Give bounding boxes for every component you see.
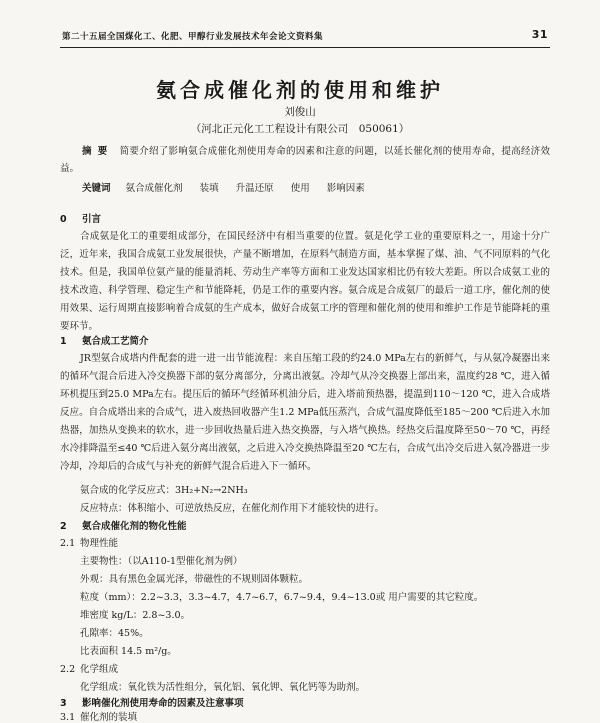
intro-paragraph: 合成氨是化工的重要组成部分，在国民经济中有相当重要的位置。氨是化学工业的重要原料之一，用途十分广泛，近年来，我国合成氨工业发展很快，产量不断增加，在原料气制造方面，基本掌握了煤、油、气不同原料的气化技术。但是，我国单位氨产量的能量消耗、劳动生产率等方面和工业发达国家相比仍有较大差距。所以合成氨工业的技术改造、科学管理、稳定生产和节能降耗，仍是工作的重要内容。氨合成是合成氨厂的最后一道工序，催化剂的使用效果、运行周期直接影响着合成氨的生产成本，做好合成氨工序的管理和催化剂的使用和维护工作是节能降耗的重要环节。 bbox=[60, 231, 550, 332]
article-title: 氨合成催化剂的使用和维护 bbox=[156, 78, 444, 102]
section-heading-1: 1 氨合成工艺简介 bbox=[60, 336, 149, 347]
section-heading-3: 3 影响催化剂使用寿命的因素及注意事项 bbox=[60, 698, 244, 709]
running-title: 第二十五届全国煤化工、化肥、甲醇行业发展技术年会论文资料集 bbox=[62, 32, 324, 42]
property-line: 主要物性：（以A110-1型催化剂为例） bbox=[80, 556, 243, 567]
page-number: 31 bbox=[531, 28, 548, 41]
property-line: 孔隙率：45%。 bbox=[80, 628, 149, 639]
keyword: 使用 bbox=[290, 183, 310, 194]
reaction-formula: 氨合成的化学反应式：3H₂+N₂→2NH₃ bbox=[80, 485, 248, 496]
subsection-heading-2-2: 2.2 化学组成 bbox=[60, 664, 119, 675]
composition-line: 化学组成：氧化铁为活性组分，氧化铝、氧化钾、氧化钙等为助剂。 bbox=[80, 682, 366, 693]
keyword: 装填 bbox=[199, 183, 219, 194]
keyword: 升温还原 bbox=[235, 183, 274, 194]
reaction-feature: 反应特点：体积缩小、可逆放热反应，在催化剂作用下才能较快的进行。 bbox=[80, 503, 385, 514]
keyword: 氨合成催化剂 bbox=[125, 183, 183, 194]
section-heading-0: 0 引言 bbox=[60, 214, 102, 225]
process-paragraph: JR型氨合成塔内件配套的进一进一出节能流程：来自压缩工段的约24.0 MPa左右的新鲜气，与从氨冷凝器出来的循环气混合后进入冷交换器下部的氨分离部分，分离出液氨。冷却气从冷交换器上部出来，温度约28 ℃，进入循环机提压到25.0 MPa左右。提压后的循环气经循环机油分后，进入塔前预热器，提温到110～120 ℃，进入合成塔反应。自合成塔出来的合成气，进入废热回收器产生1.2 MPa低压蒸汽，合成气温度降低至185～200 ℃后进入水加热器，加热从变换来的软水，进一步回收热量后进入热交换器，与入塔气换热。经热交后温度降至50～70 ℃，再经水冷排降温至≤40 ℃后进入氨分离出液氨，之后进入冷交换热降温至20 ℃左右，合成气出冷交后进入氨冷器进一步冷却，冷却后的合成气与补充的新鲜气混合后进入下一循环。 bbox=[60, 353, 550, 472]
abstract bbox=[60, 143, 550, 177]
keywords bbox=[82, 180, 550, 194]
subsection-heading-2-1: 2.1 物理性能 bbox=[60, 538, 119, 549]
author: 刘俊山 bbox=[284, 106, 316, 118]
section-heading-2: 2 氨合成催化剂的物化性能 bbox=[60, 521, 187, 532]
subsection-heading-3-1: 3.1 催化剂的装填 bbox=[60, 712, 138, 723]
property-line: 外观：具有黑色金属光泽，带磁性的不规则固体颗粒。 bbox=[80, 574, 309, 585]
keyword: 影响因素 bbox=[326, 183, 365, 194]
property-line: 比表面积 14.5 m²/g。 bbox=[80, 646, 177, 657]
running-header bbox=[62, 30, 548, 44]
property-line: 堆密度 kg/L：2.8~3.0。 bbox=[80, 610, 191, 621]
header-rule bbox=[60, 47, 550, 48]
abstract-label: 摘要 bbox=[82, 146, 114, 157]
affiliation: （河北正元化工工程设计有限公司 050061） bbox=[190, 123, 410, 135]
abstract-text: 简要介绍了影响氨合成催化剂使用寿命的因素和注意的问题，以延长催化剂的使用寿命，提高经济效益。 bbox=[60, 146, 550, 174]
keywords-label: 关键词 bbox=[82, 183, 111, 194]
property-line: 粒度（mm）：2.2~3.3，3.3~4.7，4.7~6.7，6.7~9.4，9.4~13.0或 用户需要的其它粒度。 bbox=[80, 592, 484, 603]
